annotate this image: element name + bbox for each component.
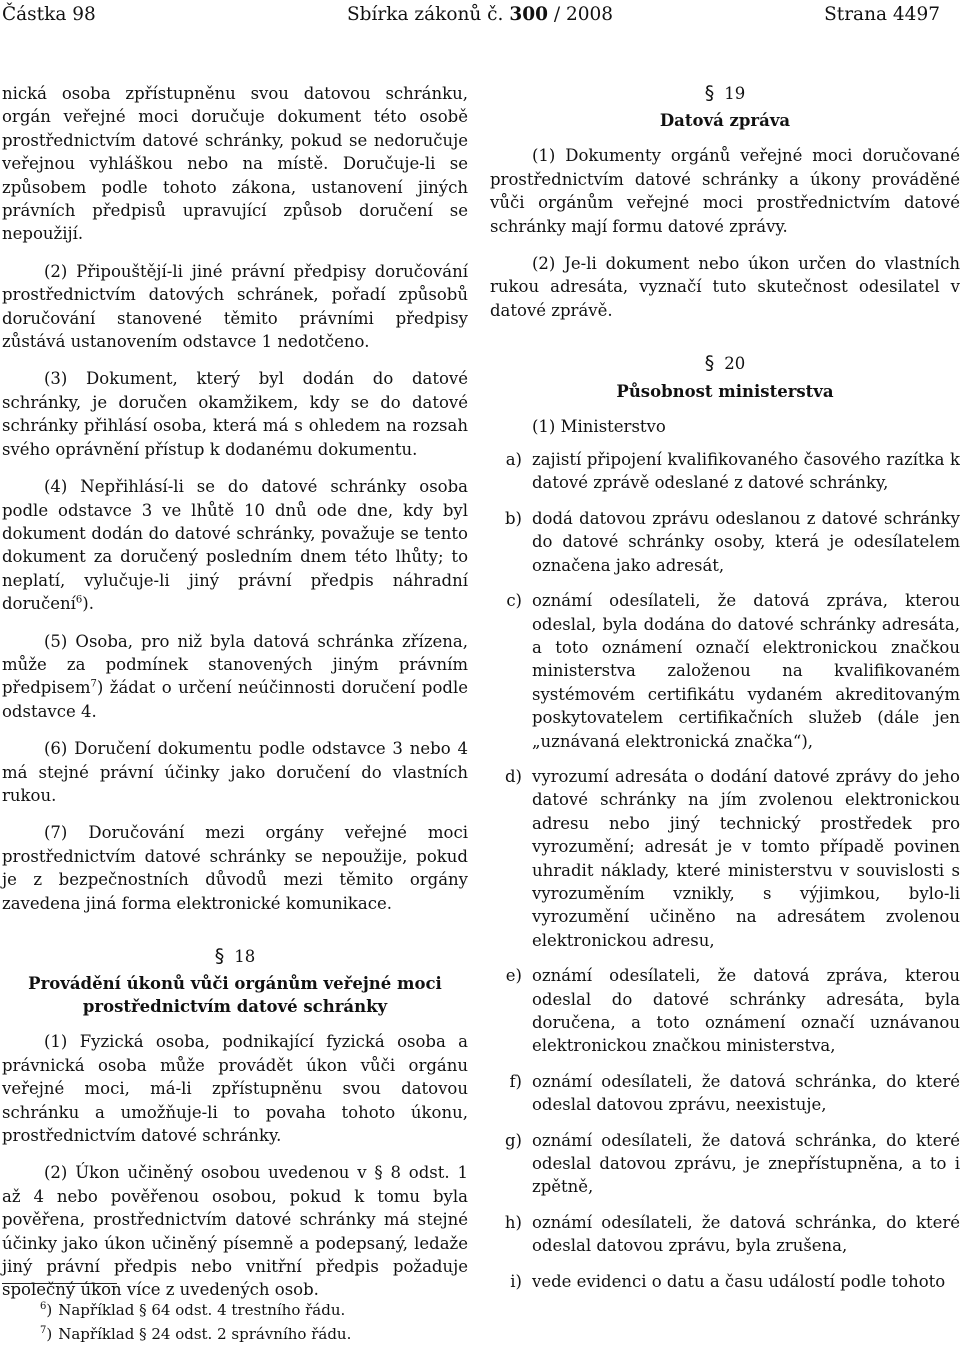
item-label: e) [505,966,522,986]
paragraph: (1) Dokumenty orgánů veřejné moci doručované prostřednictvím datové schránky a úkony prováděné vůči orgánům veřejné moci prostřednictvím datové schránky mají formu datové zprávy. [490,146,960,236]
paragraph: (2) Je-li dokument nebo úkon určen do vlastních rukou adresáta, vyznačí tuto skutečnost odesilatel v datové zprávě. [490,254,960,320]
footnote-mark: $^6$) [40,1301,53,1319]
list-item [490,589,960,753]
section-title-20: Působnost ministerstva [616,381,834,401]
paragraph: (5) Osoba, pro niž byla datová schránka zřízena, může za podmínek stanovených jiným právním předpisem$^7$) žádat o určení neúčinnosti doručení podle odstavce 4. [2,631,468,721]
list-item [490,1129,960,1199]
item-text: oznámí odesílateli, že datová schránka, do které odeslal datovou zprávu, neexistuje, [532,1071,960,1115]
section-heading-20: § 20 [704,352,746,375]
right-column [490,82,960,1305]
item-text: oznámí odesílateli, že datová schránka, do které odeslal datovou zprávu, je znepřístupněna, a to i zpětně, [532,1130,960,1197]
list-item [490,507,960,577]
paragraph: (6) Doručení dokumentu podle odstavce 3 nebo 4 má stejné právní účinky jako doručení do vlastních rukou. [2,739,468,805]
item-label: c) [506,591,522,611]
ministry-duties-list [490,448,960,1293]
item-label: a) [505,450,522,470]
section-title-18: Provádění úkonů vůči orgánům veřejné moci prostřednictvím datové schránky [28,974,442,1017]
collection-title: Sbírka zákonů č. 300 / 2008 [346,4,614,25]
list-item [490,1211,960,1258]
item-text: oznámí odesílateli, že datová schránka, do které odeslal datovou zprávu, byla zrušena, [532,1212,960,1256]
section-symbol: § [704,82,715,104]
section-heading-18: § 18 [214,945,256,967]
section-symbol: § [214,945,225,967]
item-label: g) [505,1130,522,1150]
list-item [490,1270,960,1293]
section-heading-19: § 19 [704,82,746,104]
footnote-text: Například § 24 odst. 2 správního řádu. [58,1325,352,1343]
item-label: f) [509,1071,522,1091]
footnote [40,1322,351,1346]
paragraph: (4) Nepřihlásí-li se do datové schránky osoba podle odstavce 3 ve lhůtě 10 dnů ode dne, kdy byl dokument dodán do datové schránky, považuje se tento dokument za doručený posledním dnem této lhůty; to neplatí, vylučuje-li jiný právní předpis náhradní doručení$^6$). [2,477,468,614]
item-text: oznámí odesílateli, že datová zpráva, kterou odeslal do datové schránky adresáta, byla doručena, a toto oznámení označí uznávanou elektronickou značkou ministerstva, [532,966,960,1056]
section-title-19: Datová zpráva [659,111,791,131]
footnote-ref: 7 [90,678,97,690]
paragraph: (1) Ministerstvo [532,416,666,436]
left-column [2,82,468,1316]
item-text: zajistí připojení kvalifikovaného časového razítka k datové zprávě odeslané z datové schránky, [532,450,960,493]
list-item [490,1070,960,1117]
footnote-text: Například § 64 odst. 4 trestního řádu. [58,1301,346,1319]
footnotes [40,1298,351,1346]
paragraph: nická osoba zpřístupněnu svou datovou schránku, orgán veřejné moci doručuje dokument této osobě prostřednictvím datové schránky, pokud se nedoručuje veřejnou vyhláškou nebo na místě. Doručuje-li se způsobem podle tohoto zákona, ustanovení jiných právních předpisů upravující způsob doručení se nepoužijí. [2,84,468,244]
item-label: b) [505,508,522,528]
paragraph: (2) Připouštějí-li jiné právní předpisy doručování prostřednictvím datových schránek, pořadí způsobů doručování stanovené těmito právními předpisy zůstává ustanovením odstavce 1 nedotčeno. [2,261,468,352]
item-text: dodá datovou zprávu odeslanou z datové schránky do datové schránky osoby, která je odesílatelem označena jako adresát, [532,508,960,575]
item-text: oznámí odesílateli, že datová zpráva, kterou odeslal, byla dodána do datové schránky adresáta, a toto oznámení označí elektronickou značkou ministerstva založenou na kvalifikovaném systémovém certifikátu vydaném akreditovaným poskytovatelem certifikačních služeb (dále jen „uznávaná elektronická značka“), [532,591,960,751]
footnote-divider [2,1283,117,1284]
paragraph: (1) Fyzická osoba, podnikající fyzická osoba a právnická osoba může provádět úkon vůči orgánu veřejné moci, má-li zpřístupněnu svou datovou schránku a umožňuje-li to povaha tohoto úkonu, prostřednictvím datové schránky. [2,1032,468,1146]
paragraph: (2) Úkon učiněný osobou uvedenou v § 8 odst. 1 až 4 nebo pověřenou osobou, pokud k tomu byla pověřena, prostřednictvím datové schránky má stejné účinky jako úkon učiněný písemně a podepsaný, ledaže jiný právní předpis nebo vnitřní předpis požaduje společný úkon více z uvedených osob. [2,1163,468,1300]
item-label: d) [505,766,522,786]
item-text: vede evidenci o datu a času událostí podle tohoto [532,1271,946,1291]
section-symbol: § [704,352,715,375]
issue-number: Částka 98 [2,4,96,25]
item-label: i) [510,1271,522,1291]
list-item [490,765,960,952]
paragraph: (7) Doručování mezi orgány veřejné moci prostřednictvím datové schránky se nepoužije, pokud je z bezpečnostních důvodů mezi těmito orgány zavedena jiná forma elektronické komunikace. [2,823,468,913]
footnote [40,1298,351,1322]
list-item [490,964,960,1058]
law-number: 300 [509,4,548,25]
item-label: h) [504,1212,522,1232]
footnote-mark: $^7$) [40,1325,53,1343]
item-text: vyrozumí adresáta o dodání datové zprávy do jeho datové schránky na jím zvolenou elektronickou adresu nebo jiný technický prostředek pro vyrozumění; adresát je v tomto případě povinen uhradit náklady, které ministerstvu v souvislosti s vyrozuměním vznikly, s výjimkou, bylo-li vyrozumění učiněno na adresátem zvolenou elektronickou adresu, [532,766,960,950]
footnote-ref: 6 [75,594,83,606]
paragraph: (3) Dokument, který byl dodán do datové schránky, je doručen okamžikem, kdy se do datové schránky přihlásí osoba, která má s ohledem na rozsah svého oprávnění přístup k dodanému dokumentu. [2,369,468,459]
page-number: Strana 4497 [824,4,940,25]
page-header [0,0,960,34]
list-item [490,448,960,495]
